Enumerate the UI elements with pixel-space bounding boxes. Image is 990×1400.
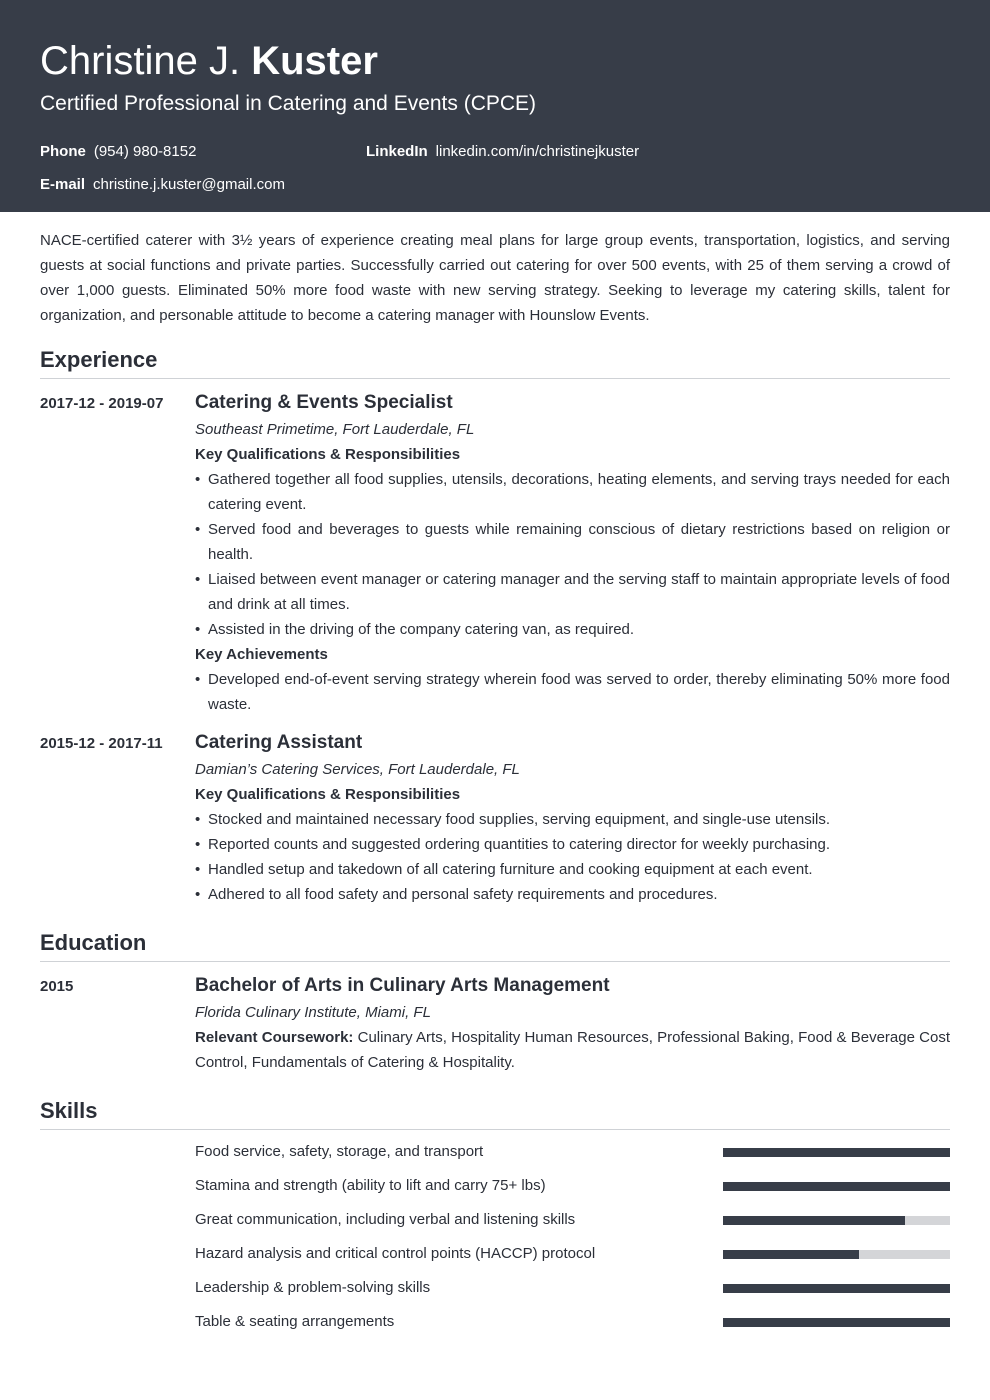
list-item: • Liaised between event manager or catering manager and the serving staff to maintain appropriate levels of food and drink at all times. [195,567,950,617]
school-name: Florida Culinary Institute, Miami, FL [195,1004,431,1021]
skill-level-fill [723,1148,950,1157]
contact-email [40,175,285,195]
qualifications-heading: Key Qualifications & Responsibilities [195,786,461,803]
skill-row [195,1140,950,1164]
skill-label: Leadership & problem-solving skills [195,1279,431,1296]
list-item: • Developed end-of-event serving strategy wherein food was served to order, thereby eliminating 50% more food waste. [195,667,950,717]
skill-level-bar [723,1284,950,1293]
skill-level-bar [723,1250,950,1259]
skill-level-fill [723,1318,950,1327]
job-dates: 2015-12 - 2017-11 [40,735,163,752]
skills-heading: Skills [40,1097,950,1130]
coursework-list: Culinary Arts, Hospitality Human Resources, Professional Baking, Food & Beverage Cost Control, Fundamentals of Catering & Hospitality. [195,1029,950,1071]
achievements-list [195,667,950,717]
education-heading: Education [40,929,950,962]
job-entry [195,391,950,717]
skill-row [195,1310,950,1334]
skill-level-fill [723,1284,950,1293]
job-company: Southeast Primetime, Fort Lauderdale, FL [195,421,475,438]
contact-phone [40,142,196,162]
candidate-title: Certified Professional in Catering and Events (CPCE) [40,92,537,115]
job-entry [195,731,950,907]
email-label: E-mail [40,176,86,193]
list-item: • Handled setup and takedown of all catering furniture and cooking equipment at each event. [195,857,950,882]
skill-row [195,1276,950,1300]
coursework [195,1025,950,1075]
qualifications-list [195,467,950,642]
contact-linkedin [366,142,639,162]
skill-label: Great communication, including verbal and listening skills [195,1211,576,1228]
last-name: Kuster [251,39,378,83]
job-title: Catering Assistant [195,732,363,753]
skill-level-bar [723,1216,950,1225]
education-year: 2015 [40,978,74,995]
profile-summary: NACE-certified caterer with 3½ years of experience creating meal plans for large group events, transportation, logistics, and serving guests at social functions and private parties. Successfully carried out catering for over 500 events, with 25 of them serving a crowd of over 1,000 guests. Eliminated 50% more food waste with new serving strategy. Seeking to leverage my catering skills, talent for organization, and personable attitude to become a catering manager with Hounslow Events. [40,232,950,324]
list-item: • Gathered together all food supplies, utensils, decorations, heating elements, and serving trays needed for each catering event. [195,467,950,517]
phone-value: (954) 980-8152 [93,143,197,160]
skill-row [195,1242,950,1266]
coursework-label: Relevant Coursework: [195,1029,354,1046]
skill-row [195,1174,950,1198]
skill-level-bar [723,1148,950,1157]
experience-heading: Experience [40,346,950,379]
qualifications-heading: Key Qualifications & Responsibilities [195,446,461,463]
skill-level-bar [723,1318,950,1327]
list-item: • Adhered to all food safety and personal safety requirements and procedures. [195,882,950,907]
skill-level-bar [723,1182,950,1191]
linkedin-value: linkedin.com/in/christinejkuster [435,143,640,160]
skill-level-fill [723,1182,950,1191]
resume-header [0,0,990,212]
achievements-heading: Key Achievements [195,646,328,663]
candidate-name [40,38,378,84]
job-dates: 2017-12 - 2019-07 [40,395,164,412]
phone-label: Phone [40,143,86,160]
qualifications-list [195,807,950,907]
list-item: • Reported counts and suggested ordering quantities to catering director for weekly purchasing. [195,832,950,857]
job-title: Catering & Events Specialist [195,392,453,413]
education-entry [195,974,950,1075]
skill-row [195,1208,950,1232]
skill-label: Table & seating arrangements [195,1313,395,1330]
email-value: christine.j.kuster@gmail.com [93,176,285,193]
skill-label: Hazard analysis and critical control points (HACCP) protocol [195,1245,596,1262]
skill-level-fill [723,1250,859,1259]
list-item: • Served food and beverages to guests while remaining conscious of dietary restrictions based on religion or health. [195,517,950,567]
skill-label: Stamina and strength (ability to lift and carry 75+ lbs) [195,1177,546,1194]
list-item: • Assisted in the driving of the company catering van, as required. [195,617,950,642]
linkedin-label: LinkedIn [366,143,428,160]
skill-level-fill [723,1216,905,1225]
degree-title: Bachelor of Arts in Culinary Arts Management [195,975,610,996]
first-name: Christine J. [40,39,241,83]
list-item: • Stocked and maintained necessary food supplies, serving equipment, and single-use utensils. [195,807,950,832]
job-company: Damian’s Catering Services, Fort Lauderdale, FL [195,761,520,778]
skill-label: Food service, safety, storage, and transport [195,1143,484,1160]
